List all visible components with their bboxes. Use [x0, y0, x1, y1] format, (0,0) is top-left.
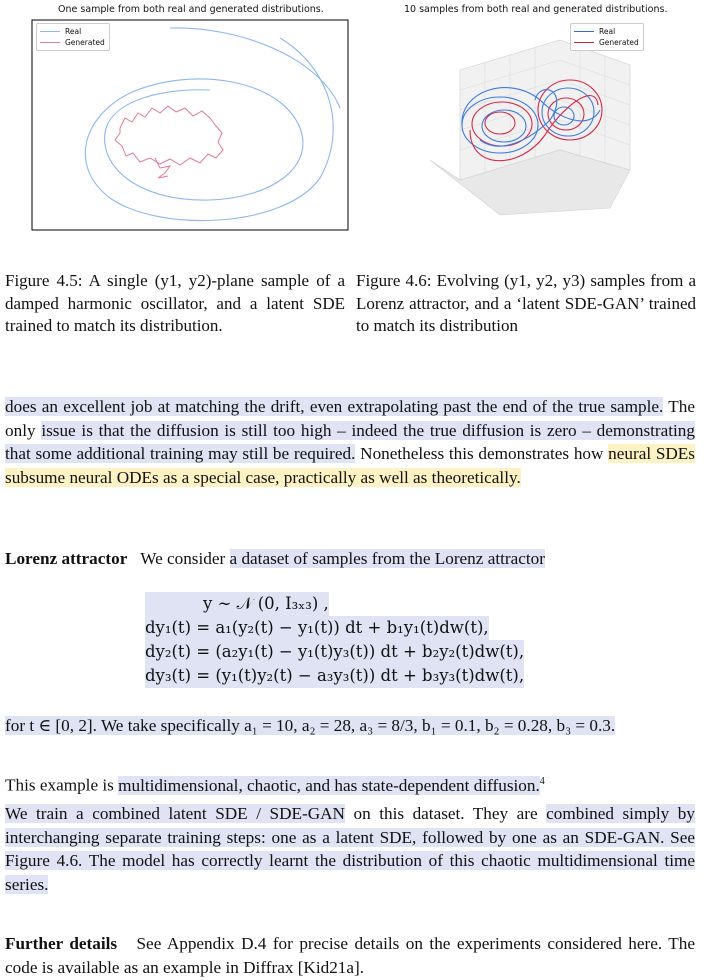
equation-dy3: dy₃(t) = (y₁(t)y₂(t) − a₃y₃(t)) dt + b₃y₃(t)dw(t), [145, 664, 524, 688]
highlight-params: for t ∈ [0, 2]. We take specifically a₁ = 10, a₂ = 28, a₃ = 8/3, b₁ = 0.1, b₂ = 0.28, b₃ = 0.3. [5, 716, 616, 735]
equation-prior: y ∼ 𝒩 (0, I₃ₓ₃) , [145, 592, 329, 616]
highlight-subsume: neural SDEs subsume neural ODEs as a special case, practically as well as theoretically. [5, 444, 695, 487]
paragraph-lorenz [5, 547, 695, 571]
further-details-heading: Further details [5, 934, 118, 953]
equation-dy2: dy₂(t) = (a₂y₁(t) − y₁(t)y₃(t)) dt + b₂y₂(t)dw(t), [145, 640, 524, 664]
highlight-interchanging: combined simply by interchanging separate training steps: one as a latent SDE, followed by one as an SDE-GAN. See Figure 4.6. [5, 804, 695, 870]
lorenz-heading: Lorenz attractor [5, 549, 128, 568]
right-plot [420, 30, 690, 220]
footnote-marker[interactable]: 4 [539, 776, 545, 787]
equation-dy1: dy₁(t) = a₁(y₂(t) − y₁(t)) dt + b₁y₁(t)dw(t), [145, 616, 489, 640]
highlight-dataset: a dataset of samples from the Lorenz attractor [229, 549, 545, 568]
figure-4-5-caption: Figure 4.5: A single (y1, y2)-plane sample of a damped harmonic oscillator, and a latent SDE trained to match its distribution. [5, 271, 345, 335]
text-span: We consider [140, 549, 230, 568]
left-legend: Real Generated [36, 23, 110, 51]
equation-block [145, 592, 524, 688]
highlight-learnt: The model has correctly learnt the distribution of this chaotic multidimensional time series. [5, 851, 696, 894]
paragraph-params [5, 714, 695, 738]
paragraph-further-details [5, 932, 695, 979]
text-span: See Appendix D.4 for precise details on the experiments considered here. The code is available as an example in Diffrax [Kid21a]. [5, 934, 695, 977]
highlight-drift: does an excellent job at matching the drift, even extrapolating past the end of the true sample. [5, 397, 664, 416]
text-span: The only [5, 397, 695, 440]
paragraph-train [5, 802, 695, 896]
text-span: Nonetheless this demonstrates how [355, 444, 609, 463]
text-span: on this dataset. They are [344, 804, 547, 823]
paragraph-multidimensional [5, 770, 695, 797]
figure-4-6-caption: Figure 4.6: Evolving (y1, y2, y3) samples from a Lorenz attractor, and a ‘latent SDE-GAN’ trained to match its distribution [356, 271, 696, 335]
highlight-chaotic: multidimensional, chaotic, and has state-dependent diffusion. [118, 775, 540, 795]
left-figure-title: One sample from both real and generated distributions. [58, 4, 324, 15]
highlight-diffusion: issue is that the diffusion is still too high – indeed the true diffusion is zero – demonstrating that some additional training may still be required. [5, 420, 695, 463]
highlight-combined: We train a combined latent SDE / SDE-GAN [5, 804, 345, 823]
right-legend: Real Generated [570, 23, 644, 51]
paragraph-drift [5, 395, 695, 489]
text-span: This example is [5, 775, 119, 795]
right-figure-title: 10 samples from both real and generated distributions. [404, 4, 668, 15]
